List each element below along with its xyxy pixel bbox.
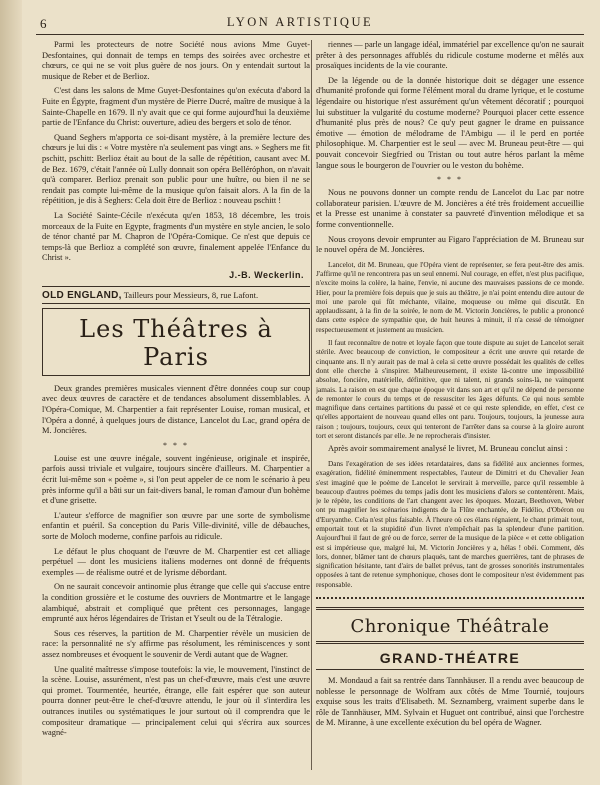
paragraph: L'auteur s'efforce de magnifier son œuvre par une sorte de symbolisme enfantin et puéril. Sa conception du Paris Ville-divinité, ville de débauches, sorte de Moloch moderne, confine parfois au ridicule. xyxy=(42,510,310,541)
paragraph: C'est dans les salons de Mme Guyet-Desfontaines qu'on exécuta d'abord la Fuite en Égypte, fragment d'un mystère de Pierre Ducré, maître de musique à la Sainte-Chapelle en 1679. Il n'y avait que ce qui forme aujourd'hui la deuxième partie de l'Enfance du Christ: ouverture, adieu des bergers et solo de ténor. xyxy=(42,86,310,128)
paragraph: Sous ces réserves, la partition de M. Charpentier révèle un musicien de race: la personnalité ne s'y affirme pas résolument, les réminiscences y sont assez nombreuses et évoquent le souvenir de Verdi autant que de Wagner. xyxy=(42,628,310,659)
paragraph: La Société Sainte-Cécile n'exécuta qu'en 1853, 18 décembre, les trois morceaux de la Fuite en Egypte, fragments d'un mystère en style ancien, le solo de ténor chanté par M. Chapron de l'Opéra-Comique. Ce n'est que depuis ce temps-là que Berlioz a complété son œuvre, finalement appelée l'Enfance du Christ ». xyxy=(42,210,310,263)
paragraph: Nous croyons devoir emprunter au Figaro l'appréciation de M. Bruneau sur le nouvel opéra de M. Joncières. xyxy=(316,234,584,255)
page-number: 6 xyxy=(40,16,47,31)
left-column xyxy=(42,40,310,780)
subsection-title: GRAND-THÉATRE xyxy=(316,650,584,670)
paragraph: Nous ne pouvons donner un compte rendu de Lancelot du Lac par notre collaborateur parisien. L'œuvre de M. Joncières a été très froidement accueillie et la Presse est unanime à constater sa pauvreté d'invention mélodique et sa forme conventionnelle. xyxy=(316,188,584,229)
header-rule xyxy=(36,34,584,35)
right-column xyxy=(316,40,584,780)
signature: J.-B. Weckerlin. xyxy=(229,269,304,280)
ad-text: Tailleurs pour Messieurs, 8, rue Lafont. xyxy=(123,289,259,300)
paragraph: Quand Seghers m'apporta ce soi-disant mystère, à la première lecture des chœurs je lui dis : « Votre mystère n'a seulement pas vingt ans. » Seghers me fit pschitt, pschitt: Berlioz était au bout de la salle de répétition, causant avec M. de Bez. 1679, c'était l'année où Lully donnait son opéra Belléróphon, on n'avait qu'à comparer. Berlioz prenait son public pour une huître, ou bien il ne se rendait pas compte lui-même de la musique qu'on faisait alors. A la fin de la répétition, je dis à Seghers: Cela doit être de Berlioz : nouveau pschitt ! xyxy=(42,132,310,206)
paragraph: Après avoir sommairement analysé le livret, M. Bruneau conclut ainsi : xyxy=(328,444,568,454)
section-break: * * * xyxy=(437,175,463,185)
quote-paragraph: Lancelot, dit M. Bruneau, que l'Opéra vient de représenter, se fera peut-être des amis. J'affirme qu'il ne rencontrera pas un seul ennemi. Nul courage, en effet, n'est plus pacifique, n'excite moins la colère, la haine, l'envie, ni aucune des mauvaises passions de ce monde. Hier, pour la première fois depuis que je suis au théâtre, je n'ai point entendu dire autour de moi une parole qui fût méchante, vilaine, moqueuse ou même qui discutât. En applaudissant, à la fin de la soirée, le nom de M. Victorin Joncières, le public a prononcé dans cette espèce de sympathie que, de huit heures à minuit, il n'a cessé de témoigner respectueusement et justement au musicien. xyxy=(316,259,584,334)
quote-paragraph: Dans l'exagération de ses idées retardataires, dans sa fidélité aux anciennes formes, exagération, fidélité éminemment respectables, l'auteur de Dimitri et du Chevalier Jean s'est imaginé que le poème de Lancelot le servirait à merveille, parce qu'il ressemble à beaucoup d'autres poèmes du temps jadis dont les musiciens d'alors se contentèrent. Mais, je le répète, les conditions de l'art changent avec les époques. Mozart, Beethoven, Weber ont pu magnifier les scénarios indigents de la Flûte enchantée, de Fidélio, d'Obéron ou d'Euryanthe. Cela n'est plus faisable. À l'heure où ces élans régnaient, le chant primait tout, emportait tout et la stupidité d'un livret n'empêchait pas la splendeur d'une partition. Aujourd'hui il faut de gré ou de force, serrer de la musique de la pièce « et cette obligation est si impérieuse que, malgré lui, M. Victorin Joncières y a, hélas ! obéi. Comment, dès lors, donner, blâmer tant de chœurs plaqués, tant de marches guerrières, tant de phrases de signification hésitante, tant d'airs de ballet prévus, tant de grosses sonorités instrumentales opposées à tant de retenue symphonique, choses dont le compositeur n'est évidemment pas responsable. xyxy=(316,458,584,589)
paragraph: On ne saurait concevoir antinomie plus étrange que celle qui s'accuse entre la condition grossière et le costume des ouvriers de Montmartre et le langage alambiqué, abstrait et compliqué que prêtent ces personnages, langage emprunté aux héros légendaires de Tristan et Yseult ou de la Tétralogie. xyxy=(42,582,310,624)
advertisement-line xyxy=(42,286,310,304)
paragraph: M. Mondaud a fait sa rentrée dans Tannhäuser. Il a rendu avec beaucoup de noblesse le personnage de Wolfram aux côtés de Mme Tournié, toujours exquise sous les traits d'Elisabeth. M. Seznamberg, vraiment superbe dans le rôle de Tannhäuser, MM. Sylvain et Huguet ont contribué, ainsi que l'orchestre de M. Miranne, à une excellente exécution du bel opéra de Wagner. xyxy=(316,676,584,728)
paragraph: Deux grandes premières musicales viennent d'être données coup sur coup avec deux œuvres de caractère et de tendances absolument dissemblables. A l'Opéra-Comique, M. Charpentier a fait représenter Louise, roman musical, et l'Opéra a donné, à quelques jours de distance, Lancelot du Lac, grand opéra de M. Joncières. xyxy=(42,383,310,436)
paragraph: Une qualité maîtresse s'impose toutefois: la vie, le mouvement, l'instinct de la scène. Louise, assurément, n'est pas un chef-d'œuvre, mais c'est une œuvre qui promet. Tourmentée, heurtée, étrange, elle fait espérer que son auteur pourra donner peut-être le chef-d'œuvre attendu, le jour où il s'interdira les outrances inutiles ou systématiques le jour surtout où il comprendra que le compositeur dramatique — principalement celui qui s'écrira aux sources wagné- xyxy=(42,664,310,738)
page-header xyxy=(0,0,600,42)
paragraph: Louise est une œuvre inégale, souvent ingénieuse, originale et inspirée, parfois aussi triviale et vulgaire, toujours sincère d'ailleurs. M. Charpentier a écrit lui-même son « poème », si l'on peut appeler de ce nom le scénario à peu près informe qu'il a bâti sur un fait-divers banal, le roman d'amour d'un bohème et d'une grisette. xyxy=(42,453,310,506)
column-divider xyxy=(311,40,312,770)
paragraph: Le défaut le plus choquant de l'œuvre de M. Charpentier est cet alliage perpétuel — dont les musiciens italiens modernes ont donné de fréquents exemples — de réalisme outré et de lyrisme débordant. xyxy=(42,546,310,577)
paragraph: De la légende ou de la donnée historique doit se dégager une essence d'humanité profonde qui forme l'élément moral du drame lyrique, et le costume légendaire ou historique n'est assurément qu'un vêtement décoratif ; pourquoi lui substituer la vulgarité du costume moderne? Pourquoi placer cette essence d'humanité plus près de nous? Ce qu'y peut gagner le drame en puissance émotive — émotion de mélodrame de l'Ambigu — il le perd en portée philosophique. M. Charpentier est le seul — avec M. Bruneau peut-être — qui pouvait concevoir Siegfried ou Tristan ou tout autre héros parlant la même langue sous le bourgeron de l'ouvrier ou le veston du bohème. xyxy=(316,75,584,170)
ad-brand: OLD ENGLAND, xyxy=(42,289,122,301)
decorative-rule xyxy=(316,597,584,599)
section-title: Les Théâtres à Paris xyxy=(42,308,310,376)
paragraph: riennes — parle un langage idéal, immatériel par excellence qu'on ne saurait prêter à des personnages affublés du ridicule costume moderne et mêlés aux prosaïques incidents de la vie courante. xyxy=(316,40,584,71)
section-title: Chronique Théâtrale xyxy=(316,607,584,644)
paragraph: Parmi les protecteurs de notre Société nous avions Mme Guyet-Desfontaines, qui donnait de temps en temps des soirées avec orchestre et chœurs, ce qui ne se voit plus guère de nos jours. On y entendait surtout la musique de Reber et de Berlioz. xyxy=(42,40,310,81)
quote-paragraph: Il faut reconnaître de notre et loyale façon que toute dispute au sujet de Lancelot serait stérile. Avec beaucoup de conviction, le compositeur a écrit une œuvre qui retarde de cinquante ans. Il n'y aurait pas de mal à cela si cette œuvre possédait les qualités de celles dont elle cherche à s'inspirer. Malheureusement, il existe là-contre une impossibilité absolue, foncière, matérielle, définitive, que ni talent, ni grands soins-là, ne vainquent jamais. La raison en est que chaque époque vit dans son art et qu'il ne dépend de personne de remonter le cours du temps et de ressusciter les âges défunts. Ce qui nous semble magnifique dans certaines partitions du passé et ce qui reste splendide, en effet, c'est ce qu'elles apportaient de nouveau quand elles ont paru. Toujours, toujours, la jeunesse aura raison ; toujours, toujours, ceux qui tenteront de l'arrêter dans sa course à la gloire auront tort et seront distancés par elle. Je ne reprocherais d'insister. xyxy=(316,338,584,441)
section-break: * * * xyxy=(163,440,189,450)
running-title: LYON ARTISTIQUE xyxy=(226,15,374,29)
